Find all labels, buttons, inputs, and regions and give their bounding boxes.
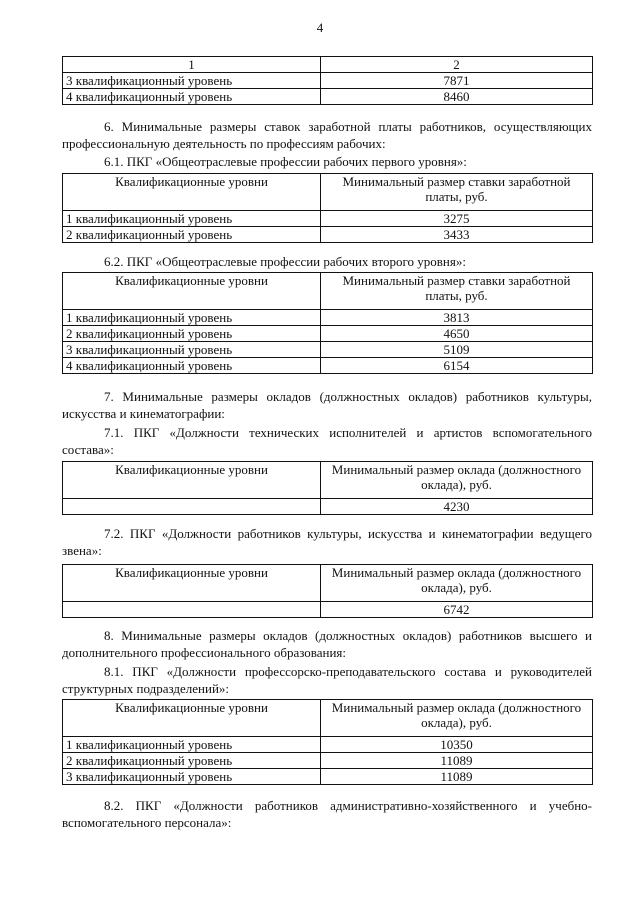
header-min-rate: Минимальный размер ставки заработной платы, руб. — [321, 174, 593, 211]
header-min-salary: Минимальный размер оклада (должностного оклада), руб. — [321, 565, 593, 602]
level-cell: 2 квалификационный уровень — [63, 326, 321, 342]
table-top — [62, 56, 592, 105]
value-cell: 4230 — [321, 499, 593, 515]
table-6-2 — [62, 272, 592, 374]
level-cell: 2 квалификационный уровень — [63, 753, 321, 769]
section-7-2-heading: 7.2. ПКГ «Должности работников культуры, искусства и кинематографии ведущего звена»: — [62, 526, 592, 558]
header-min-rate: Минимальный размер ставки заработной платы, руб. — [321, 273, 593, 310]
value-cell: 11089 — [321, 753, 593, 769]
header-levels: Квалификационные уровни — [63, 462, 321, 499]
table-header-row — [63, 57, 593, 73]
table-row — [63, 342, 593, 358]
value-cell: 7871 — [321, 73, 593, 89]
value-cell: 6154 — [321, 358, 593, 374]
value-cell: 3433 — [321, 227, 593, 243]
table-row — [63, 211, 593, 227]
page-number: 4 — [316, 20, 324, 35]
value-cell: 3275 — [321, 211, 593, 227]
table-row — [63, 73, 593, 89]
header-levels: Квалификационные уровни — [63, 273, 321, 310]
table-header-row — [63, 700, 593, 737]
level-cell: 4 квалификационный уровень — [63, 89, 321, 105]
table-row — [63, 769, 593, 785]
level-cell: 3 квалификационный уровень — [63, 73, 321, 89]
table-6-1 — [62, 173, 592, 243]
section-7-1-heading: 7.1. ПКГ «Должности технических исполнителей и артистов вспомогательного состава»: — [62, 425, 592, 457]
value-cell: 8460 — [321, 89, 593, 105]
col-number-1: 1 — [63, 57, 321, 73]
table-7-2 — [62, 564, 592, 618]
level-cell: 2 квалификационный уровень — [63, 227, 321, 243]
header-min-salary: Минимальный размер оклада (должностного оклада), руб. — [321, 700, 593, 737]
level-cell: 3 квалификационный уровень — [63, 342, 321, 358]
table-row — [63, 753, 593, 769]
table-8-1 — [62, 699, 592, 785]
section-7-heading: 7. Минимальные размеры окладов (должностных окладов) работников культуры, искусства и кинематографии: — [62, 389, 592, 421]
header-levels: Квалификационные уровни — [63, 700, 321, 737]
header-min-salary: Минимальный размер оклада (должностного оклада), руб. — [321, 462, 593, 499]
section-6-2-heading: 6.2. ПКГ «Общеотраслевые профессии рабочих второго уровня»: — [104, 254, 466, 269]
section-8-1-heading: 8.1. ПКГ «Должности профессорско-преподавательского состава и руководителей структурных подразделений»: — [62, 664, 592, 696]
value-cell: 10350 — [321, 737, 593, 753]
col-number-2: 2 — [321, 57, 593, 73]
table-header-row — [63, 174, 593, 211]
table-row — [63, 326, 593, 342]
value-cell: 11089 — [321, 769, 593, 785]
table-row — [63, 89, 593, 105]
table-row — [63, 227, 593, 243]
value-cell: 6742 — [321, 602, 593, 618]
level-cell: 4 квалификационный уровень — [63, 358, 321, 374]
table-header-row — [63, 565, 593, 602]
table-row — [63, 310, 593, 326]
section-6-1-heading: 6.1. ПКГ «Общеотраслевые профессии рабочих первого уровня»: — [104, 154, 467, 169]
section-8-heading: 8. Минимальные размеры окладов (должностных окладов) работников высшего и дополнительного профессионального образования: — [62, 628, 592, 660]
table-row — [63, 602, 593, 618]
level-cell — [63, 602, 321, 618]
section-8-2-heading: 8.2. ПКГ «Должности работников административно-хозяйственного и учебно-вспомогательного персонала»: — [62, 798, 592, 830]
table-header-row — [63, 273, 593, 310]
level-cell: 3 квалификационный уровень — [63, 769, 321, 785]
table-row — [63, 499, 593, 515]
table-header-row — [63, 462, 593, 499]
level-cell: 1 квалификационный уровень — [63, 310, 321, 326]
level-cell — [63, 499, 321, 515]
value-cell: 4650 — [321, 326, 593, 342]
level-cell: 1 квалификационный уровень — [63, 211, 321, 227]
value-cell: 3813 — [321, 310, 593, 326]
section-6-heading: 6. Минимальные размеры ставок заработной платы работников, осуществляющих профессиональную деятельность по профессиям рабочих: — [62, 119, 592, 151]
table-7-1 — [62, 461, 592, 515]
header-levels: Квалификационные уровни — [63, 565, 321, 602]
value-cell: 5109 — [321, 342, 593, 358]
table-row — [63, 358, 593, 374]
header-levels: Квалификационные уровни — [63, 174, 321, 211]
level-cell: 1 квалификационный уровень — [63, 737, 321, 753]
table-row — [63, 737, 593, 753]
